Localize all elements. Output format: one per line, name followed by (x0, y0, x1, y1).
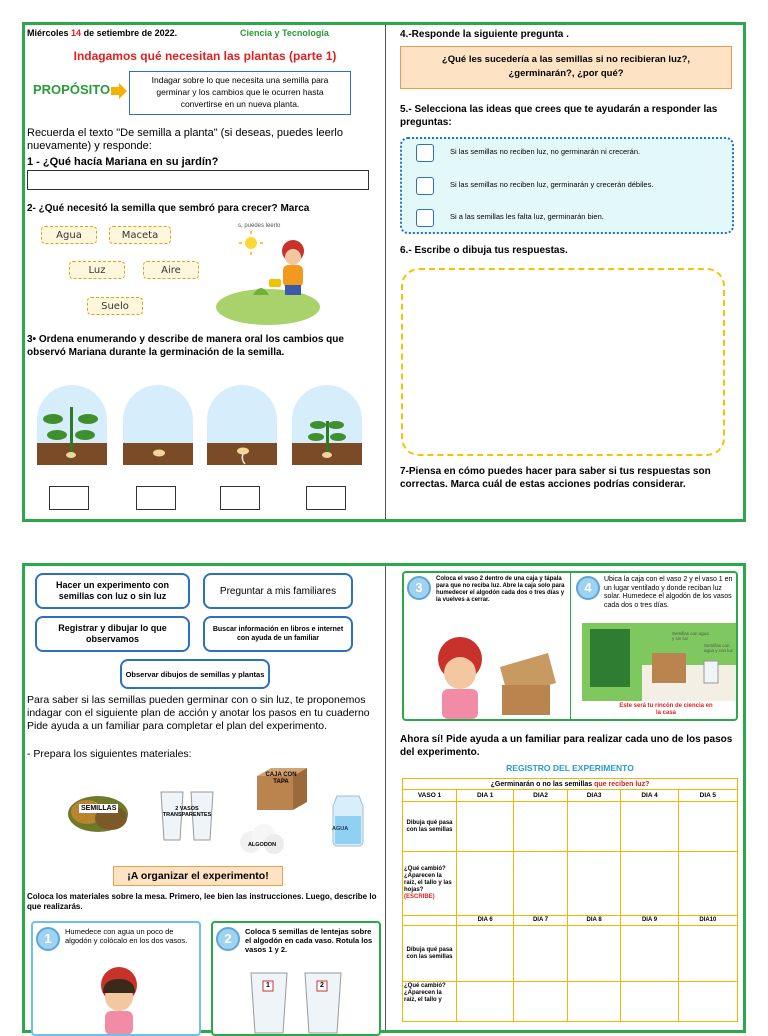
table-cell[interactable] (567, 982, 621, 1022)
cup-1-label: 1 (266, 982, 270, 989)
row-label-draw: Dibuja qué pasa con las semillas (403, 802, 457, 852)
table-cell (403, 916, 457, 926)
action-registrar[interactable]: Registrar y dibujar lo que observamos (35, 616, 190, 652)
row-label-change: ¿Qué cambió? ¿Aparecen la raíz, el tallo y (403, 982, 457, 1022)
page-title: Indagamos qué necesitan las plantas (parte 1) (73, 49, 337, 63)
day-header: DIA2 (514, 790, 568, 802)
step-2-number: 2 (216, 927, 240, 951)
plan-text: Para saber si las semillas pueden germinar con o sin luz, te proponemos indagar con el siguiente plan de acción y anotar los pasos en tu cuaderno Pide ayuda a un familiar para completar el plan del experimento. (27, 694, 370, 732)
day-header: DIA 4 (621, 790, 678, 802)
stage-2-number-field[interactable] (136, 486, 176, 510)
table-cell[interactable] (457, 982, 514, 1022)
materials-label: - Prepara los siguientes materiales: (27, 748, 192, 760)
organize-title: ¡A organizar el experimento! (113, 866, 283, 886)
germination-stage-2 (119, 385, 197, 470)
day-header: DIA 6 (457, 916, 514, 926)
table-cell[interactable] (678, 926, 737, 982)
table-cell[interactable] (621, 802, 678, 852)
step-4-text: Ubica la caja con el vaso 2 y el vaso 1 en un lugar ventilado y donde reciban luz solar. Humedece el algodón de los vasos cada dos o tres días. (604, 576, 733, 609)
semillas-label: SEMILLAS (81, 805, 117, 812)
cup-2-label: 2 (320, 982, 324, 989)
step-1-text: Humedece con agua un poco de algodón y colócalo en los dos vasos. (65, 927, 188, 945)
help-text: Ahora sí! Pide ayuda a un familiar para realizar cada uno de los pasos del experimento. (400, 734, 733, 758)
action-observar[interactable]: Observar dibujos de semillas y plantas (120, 659, 270, 689)
germination-stage-1 (33, 385, 111, 470)
step-2-text: Coloca 5 semillas de lentejas sobre el algodón en cada vaso. Rotula los vasos 1 y 2. (245, 927, 373, 954)
table-cell[interactable] (621, 926, 678, 982)
action-preguntar[interactable]: Preguntar a mis familiares (203, 573, 353, 609)
date-line (27, 28, 177, 39)
algodon-label: ALGODON (247, 842, 277, 848)
option-text-2: Si las semillas no reciben luz, germinarán y crecerán débiles. (450, 180, 654, 189)
column-divider (385, 566, 386, 1030)
germination-stage-3 (203, 385, 281, 470)
agua-label: AGUA (332, 826, 349, 832)
table-cell[interactable] (514, 926, 568, 982)
registro-question-highlight: que reciben luz? (594, 780, 650, 788)
table-cell[interactable] (621, 982, 678, 1022)
step-4-number: 4 (576, 576, 600, 600)
table-cell[interactable] (514, 852, 568, 916)
option-checkbox-3[interactable] (416, 209, 434, 227)
option-text-3: Si a las semillas les falta luz, germinarán bien. (450, 212, 604, 221)
step-4-note-2: Semillas con agua y con luz (704, 643, 734, 653)
step-4-note-1: Semillas con agua y sin luz (672, 631, 709, 641)
question-6: 6.- Escribe o dibuja tus respuestas. (400, 245, 568, 256)
question-3: 3• Ordena enumerando y describe de manera oral los cambios que observó Mariana durante la germinación de la semilla. (27, 334, 344, 358)
table-cell[interactable] (514, 982, 568, 1022)
step-2-card (211, 921, 381, 1036)
arrow-icon (111, 83, 127, 104)
date-day-number: 14 (71, 28, 82, 38)
row-label-draw: Dibuja qué pasa con las semillas (403, 926, 457, 982)
window-scene-icon (582, 623, 736, 701)
stage-3-number-field[interactable] (220, 486, 260, 510)
option-maceta[interactable]: Maceta (109, 226, 171, 244)
option-text-1: Si las semillas no reciben luz, no germinarán ni crecerán. (450, 147, 641, 156)
cups-icon (243, 967, 353, 1035)
girl-box-icon (424, 629, 564, 719)
day-header: DIA 8 (567, 916, 621, 926)
action-experimento[interactable]: Hacer un experimento con semillas con luz o sin luz (35, 573, 190, 609)
option-agua[interactable]: Agua (41, 226, 97, 244)
question-2-hint: s, puedes leerlo (238, 223, 281, 229)
row-label-change-note: (ESCRIBE) (404, 894, 435, 900)
vasos-image (157, 788, 217, 849)
day-header: DIA10 (678, 916, 737, 926)
step-3-number: 3 (407, 576, 431, 600)
day-header: DIA 7 (514, 916, 568, 926)
table-cell[interactable] (567, 852, 621, 916)
question-5-options-box (400, 137, 734, 234)
table-cell[interactable] (514, 802, 568, 852)
steps-divider (570, 573, 571, 721)
steps-3-4-panel (402, 571, 738, 721)
semillas-image (67, 790, 129, 843)
worksheet-page-2 (22, 563, 746, 1033)
question-4: 4.-Responde la siguiente pregunta . (400, 29, 569, 40)
question-1: 1 - ¿Qué hacía Mariana en su jardín? (27, 156, 219, 168)
girl-watering-illustration (213, 229, 323, 332)
date-middle: de setiembre de (83, 28, 153, 38)
stage-1-number-field[interactable] (49, 486, 89, 510)
table-cell[interactable] (678, 802, 737, 852)
table-cell[interactable] (457, 802, 514, 852)
row-label-change (403, 852, 457, 916)
column-divider (385, 25, 386, 519)
germination-stage-4 (288, 385, 366, 470)
date-year: 2022. (154, 28, 178, 38)
day-header: DIA 9 (621, 916, 678, 926)
option-checkbox-2[interactable] (416, 177, 434, 195)
day-header: DIA 5 (678, 790, 737, 802)
question-4-box: ¿Qué les sucedería a las semillas si no recibieran luz?, ¿germinarán?, ¿por qué? (400, 46, 732, 89)
intro-text: Recuerda el texto "De semilla a planta" (si deseas, puedes leerlo nuevamente) y responde: (27, 127, 343, 152)
subject-label: Ciencia y Tecnología (240, 28, 329, 38)
step-3-text: Coloca el vaso 2 dentro de una caja y tápala para que no reciba luz. Abre la caja solo para humedecer el algodón cada dos o tres días y la vuelves a cerrar. (436, 576, 565, 603)
question-7: 7-Piensa en cómo puedes hacer para saber si tus respuestas son correctas. Marca cuál de estas acciones podrías considerar. (400, 466, 711, 490)
answer-1-field[interactable] (27, 170, 369, 190)
worksheet-page-1 (22, 22, 746, 522)
date-day-label: Miércoles (27, 28, 69, 38)
registro-title: REGISTRO DEL EXPERIMENTO (506, 763, 634, 773)
table-cell[interactable] (457, 852, 514, 916)
table-cell[interactable] (678, 852, 737, 916)
corner-text: Este será tu rincón de ciencia en la casa (619, 703, 713, 716)
table-cell[interactable] (567, 802, 621, 852)
jarra-agua-image (329, 792, 369, 853)
vaso-header: VASO 1 (403, 790, 457, 802)
table-cell[interactable] (621, 852, 678, 916)
girl-icon (79, 963, 159, 1035)
caja-label: CAJA CON TAPA (265, 772, 297, 785)
answer-6-drawing-area[interactable] (401, 268, 725, 456)
step-1-card (31, 921, 201, 1036)
option-suelo[interactable]: Suelo (87, 297, 143, 315)
registro-question (403, 779, 738, 790)
action-buscar[interactable]: Buscar información en libros e internet con ayuda de un familiar (203, 616, 353, 652)
day-header: DIA 1 (457, 790, 514, 802)
question-2: 2- ¿Qué necesitó la semilla que sembró para crecer? Marca (27, 203, 310, 214)
step-1-number: 1 (36, 927, 60, 951)
table-cell[interactable] (567, 926, 621, 982)
row-label-change-text: ¿Qué cambió? ¿Aparecen la raíz, el tallo y las hojas? (404, 866, 452, 893)
stage-4-number-field[interactable] (306, 486, 346, 510)
registro-table (402, 778, 738, 1022)
table-cell[interactable] (678, 982, 737, 1022)
option-aire[interactable]: Aire (143, 261, 199, 279)
proposito-label: PROPÓSITO (33, 82, 111, 97)
table-cell[interactable] (457, 926, 514, 982)
organize-text: Coloca los materiales sobre la mesa. Primero, lee bien las instrucciones. Luego, describe lo que realizarás. (27, 892, 377, 911)
vasos-label: 2 VASOS TRANSPARENTES (162, 806, 212, 818)
option-luz[interactable]: Luz (69, 261, 125, 279)
day-header: DIA3 (567, 790, 621, 802)
proposito-box: Indagar sobre lo que necesita una semilla para germinar y los cambios que le ocurren hasta convertirse en un nueva planta. (129, 71, 351, 115)
question-5: 5.- Selecciona las ideas que crees que te ayudarán a responder las preguntas: (400, 104, 718, 128)
registro-question-text: ¿Germinarán o no las semillas (490, 780, 593, 788)
option-checkbox-1[interactable] (416, 144, 434, 162)
